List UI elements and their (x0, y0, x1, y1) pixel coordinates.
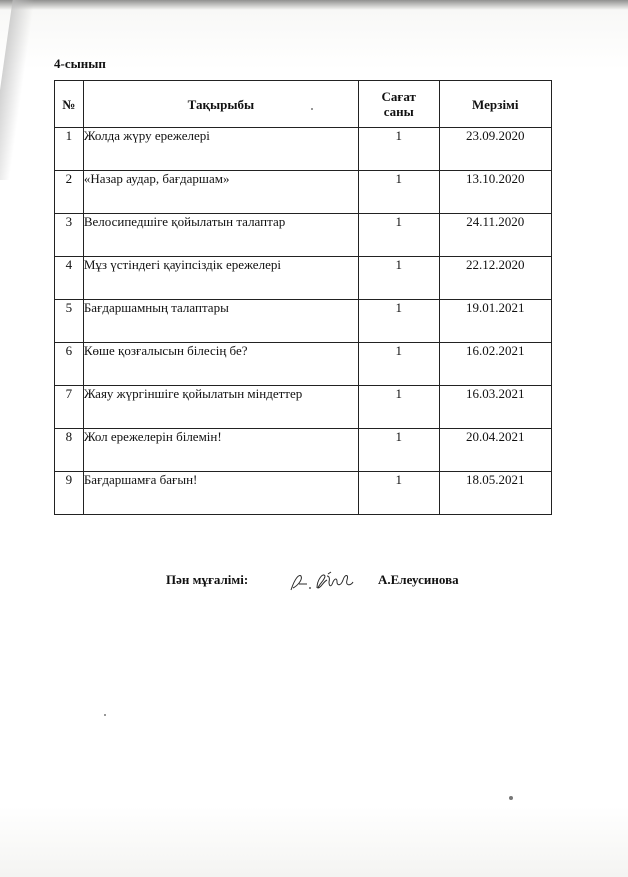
row-date: 24.11.2020 (439, 214, 552, 257)
row-topic: Бағдаршамның талаптары (83, 300, 358, 343)
row-number: 9 (55, 472, 84, 515)
row-hours: 1 (358, 257, 439, 300)
scan-top-shadow (0, 0, 628, 10)
row-topic: «Назар аудар, бағдаршам» (83, 171, 358, 214)
row-topic: Велосипедшіге қойылатын талаптар (83, 214, 358, 257)
grade-heading: 4-сынып (54, 56, 106, 71)
row-number: 8 (55, 429, 84, 472)
scan-speck (509, 796, 513, 800)
row-hours: 1 (358, 171, 439, 214)
row-number: 7 (55, 386, 84, 429)
row-topic: Көше қозғалысын білесің бе? (83, 343, 358, 386)
row-date: 13.10.2020 (439, 171, 552, 214)
header-date: Мерзімі (439, 81, 552, 128)
table-row (55, 429, 552, 472)
row-number: 6 (55, 343, 84, 386)
header-hours (358, 81, 439, 128)
row-date: 23.09.2020 (439, 128, 552, 171)
header-hours-line1: Сағат (381, 89, 416, 104)
row-number: 4 (55, 257, 84, 300)
row-topic: Жол ережелерін білемін! (83, 429, 358, 472)
row-hours: 1 (358, 214, 439, 257)
row-date: 19.01.2021 (439, 300, 552, 343)
row-topic: Жаяу жүргіншіге қойылатын міндеттер (83, 386, 358, 429)
header-topic: Тақырыбы (83, 81, 358, 128)
row-topic: Бағдаршамға бағын! (83, 472, 358, 515)
row-date: 18.05.2021 (439, 472, 552, 515)
table-row (55, 214, 552, 257)
row-number: 3 (55, 214, 84, 257)
row-date: 20.04.2021 (439, 429, 552, 472)
row-date: 16.03.2021 (439, 386, 552, 429)
row-number: 2 (55, 171, 84, 214)
teacher-name: А.Елеусинова (378, 572, 459, 587)
row-hours: 1 (358, 128, 439, 171)
table-row (55, 128, 552, 171)
row-number: 1 (55, 128, 84, 171)
row-hours: 1 (358, 386, 439, 429)
table-row (55, 300, 552, 343)
signature-row (0, 568, 628, 598)
header-hours-line2: саны (383, 104, 414, 119)
row-date: 22.12.2020 (439, 257, 552, 300)
handwritten-signature (287, 568, 357, 594)
table-row (55, 257, 552, 300)
row-hours: 1 (358, 429, 439, 472)
schedule-table (54, 80, 552, 515)
row-date: 16.02.2021 (439, 343, 552, 386)
row-hours: 1 (358, 343, 439, 386)
table-header-row (55, 81, 552, 128)
row-number: 5 (55, 300, 84, 343)
row-topic: Мұз үстіндегі қауіпсіздік ережелері (83, 257, 358, 300)
scan-speck (104, 714, 106, 716)
table-row (55, 171, 552, 214)
scan-left-edge (0, 0, 35, 180)
teacher-label: Пән мұғалімі: (166, 572, 249, 587)
header-number: № (55, 81, 84, 128)
table-row (55, 386, 552, 429)
row-topic: Жолда жүру ережелері (83, 128, 358, 171)
table-row (55, 472, 552, 515)
row-hours: 1 (358, 300, 439, 343)
scan-speck (311, 108, 313, 110)
table-row (55, 343, 552, 386)
row-hours: 1 (358, 472, 439, 515)
